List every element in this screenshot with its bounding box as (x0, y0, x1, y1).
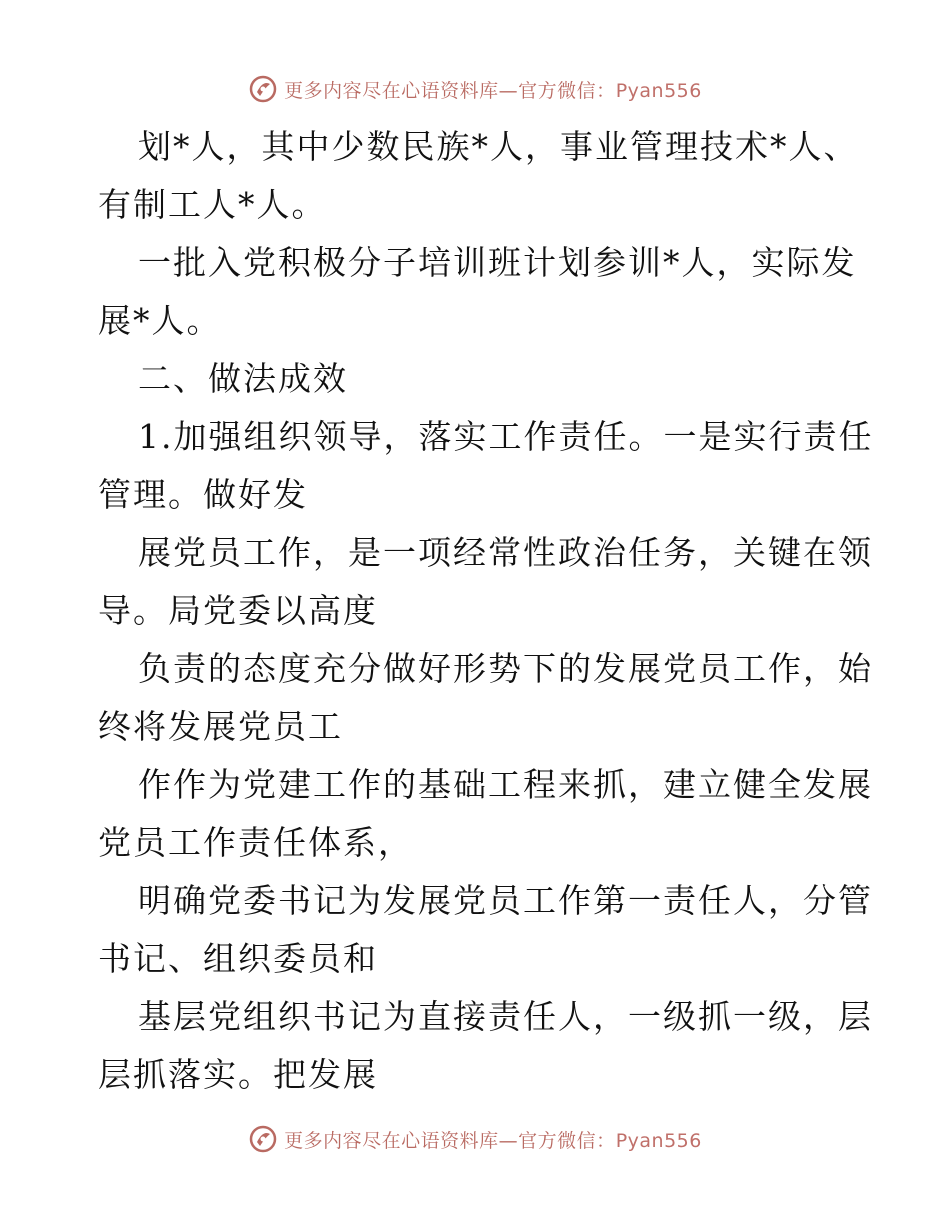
body-line: 党员工作责任体系， (98, 823, 413, 862)
watermark-wechat-label: 官方微信： (518, 1129, 616, 1152)
watermark-wechat-id: Pyan556 (615, 1129, 702, 1152)
watermark-header (0, 72, 950, 106)
watermark-main: 更多内容尽在心语资料库 (284, 79, 499, 102)
body-line: 导。局党委以高度 (98, 591, 378, 630)
body-line: 作作为党建工作的基础工程来抓，建立健全发展 (138, 765, 873, 804)
watermark-dash: — (498, 1129, 519, 1152)
body-line: 基层党组织书记为直接责任人，一级抓一级，层 (138, 997, 873, 1036)
body-line: 书记、组织委员和 (98, 939, 378, 978)
watermark-wechat-id: Pyan556 (615, 79, 702, 102)
watermark-dash: — (498, 79, 519, 102)
logo-icon (248, 74, 278, 104)
watermark-main: 更多内容尽在心语资料库 (284, 1129, 499, 1152)
logo-icon (248, 1124, 278, 1154)
body-line: 管理。做好发 (98, 475, 308, 514)
body-line: 展党员工作，是一项经常性政治任务，关键在领 (138, 533, 873, 572)
body-line: 展*人。 (98, 301, 222, 340)
body-line: 明确党委书记为发展党员工作第一责任人，分管 (138, 881, 873, 920)
watermark-text (284, 1126, 702, 1153)
watermark-wechat-label: 官方微信： (518, 79, 616, 102)
watermark-footer (0, 1122, 950, 1156)
body-line: 一批入党积极分子培训班计划参训*人，实际发 (138, 243, 857, 282)
body-line: 划*人，其中少数民族*人，事业管理技术*人、 (138, 127, 859, 166)
watermark-text (284, 76, 702, 103)
body-line: 有制工人*人。 (98, 185, 327, 224)
body-line: 1.加强组织领导，落实工作责任。一是实行责任 (138, 417, 874, 456)
body-line: 负责的态度充分做好形势下的发展党员工作，始 (138, 649, 873, 688)
document-body (98, 118, 874, 1104)
section-heading: 二、做法成效 (138, 359, 348, 398)
body-line: 层抓落实。把发展 (98, 1055, 378, 1094)
body-line: 终将发展党员工 (98, 707, 343, 746)
